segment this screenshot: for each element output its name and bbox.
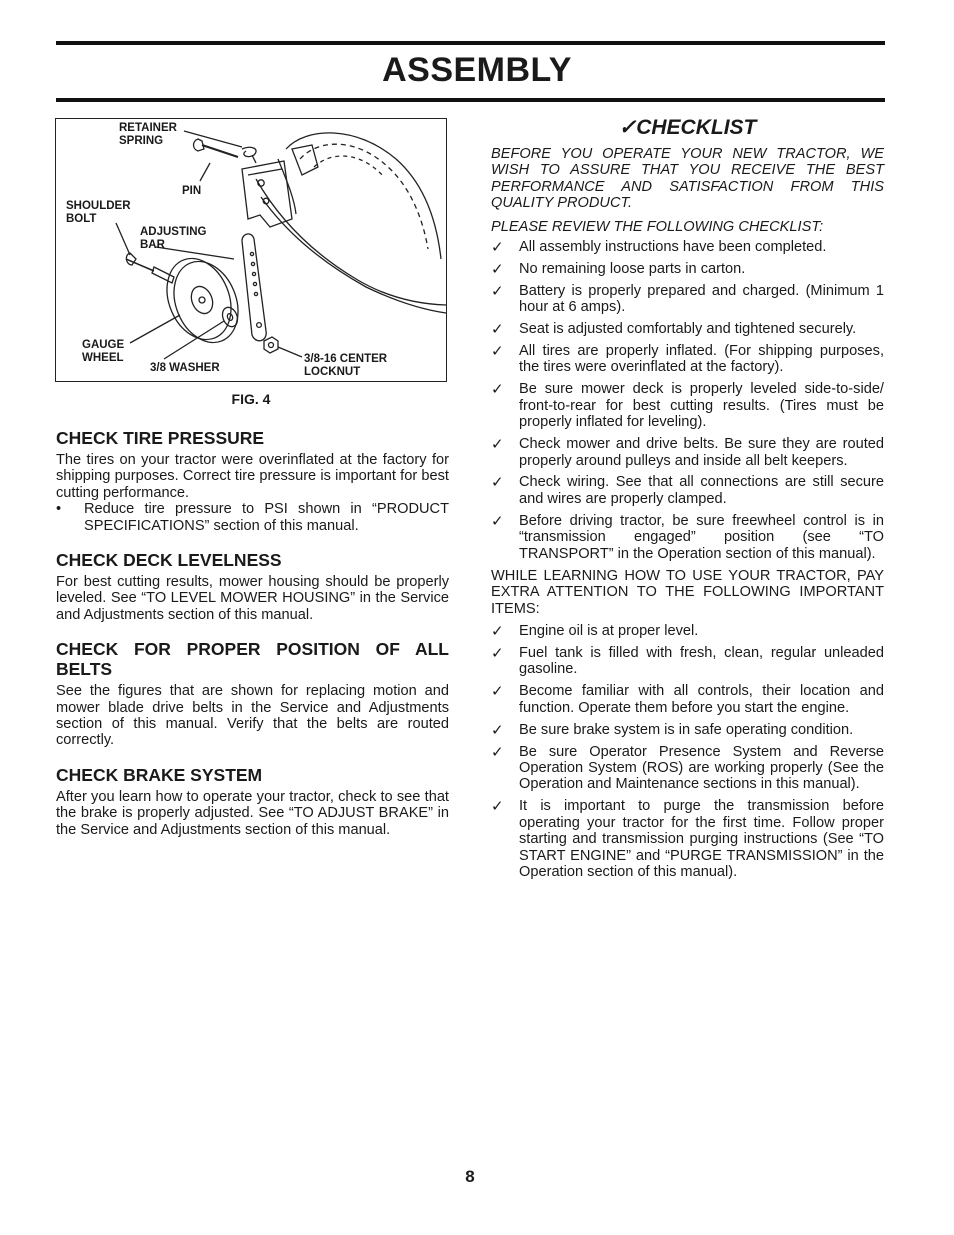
section-body: See the figures that are shown for replacing motion and mower blade drive belts in the Service and Adjustments section of this manual. Verify that the belts are routed correctly. xyxy=(56,683,449,749)
checklist-item xyxy=(491,744,884,793)
checkmark-icon: ✓ xyxy=(491,342,504,361)
checkmark-icon: ✓ xyxy=(491,622,504,641)
figure-4 xyxy=(55,118,447,382)
section-title: CHECK FOR PROPER POSITION OF ALL BELTS xyxy=(56,639,449,680)
checkmark-icon: ✓ xyxy=(491,682,504,701)
checklist-item xyxy=(491,321,884,337)
section-body: After you learn how to operate your tractor, check to see that the brake is properly adjusted. See “TO ADJUST BRAKE” in the Service and Adjustments section of this manual. xyxy=(56,788,449,838)
checklist-item xyxy=(491,798,884,880)
checklist-item-text: Seat is adjusted comfortably and tightened securely. xyxy=(519,321,857,338)
checklist-item-text: Be sure mower deck is properly leveled side-to-side/ front-to-rear for best cutting results. (Tires must be properly inflated for leveling). xyxy=(519,381,884,431)
label-shoulder-bolt: SHOULDER BOLT xyxy=(66,200,131,225)
checklist-item-text: Fuel tank is filled with fresh, clean, regular unleaded gasoline. xyxy=(519,645,884,678)
checklist-review-prompt: PLEASE REVIEW THE FOLLOWING CHECKLIST: xyxy=(491,218,824,235)
checklist-column xyxy=(491,116,884,886)
checklist-item xyxy=(491,381,884,430)
checkmark-icon: ✓ xyxy=(491,380,504,399)
checklist-item xyxy=(491,722,884,738)
checklist-item-text: Be sure brake system is in safe operating condition. xyxy=(519,721,854,738)
label-retainer-spring: RETAINER SPRING xyxy=(119,122,177,147)
section-title: CHECK TIRE PRESSURE xyxy=(56,428,265,448)
checklist-item-text: Check mower and drive belts. Be sure they are routed properly around pulleys and inside all belt keepers. xyxy=(519,436,884,469)
checklist-item-text: It is important to purge the transmission before operating your tractor for the first time. Follow proper starting and transmission purging instructions (See “TO START ENGINE” and “PURGE TRANSMISSION” in the Operation section of this manual). xyxy=(519,798,884,880)
checkmark-icon: ✓ xyxy=(491,644,504,663)
checkmark-icon: ✓ xyxy=(491,511,504,530)
section-check-deck-levelness xyxy=(56,550,449,623)
checklist-item xyxy=(491,513,884,562)
section-title: CHECK DECK LEVELNESS xyxy=(56,550,282,571)
header-bottom-rule xyxy=(56,98,885,102)
checklist-item-text: Check wiring. See that all connections are still secure and wires are properly clamped. xyxy=(519,474,884,507)
checklist-item xyxy=(491,474,884,507)
figure-caption: FIG. 4 xyxy=(231,391,271,407)
checklist-item-text: Engine oil is at proper level. xyxy=(519,623,699,640)
checklist-item-text: Before driving tractor, be sure freewheel control is in “transmission engaged” position (see “TO TRANSPORT” in the Operation section of this manual). xyxy=(519,512,884,562)
checklist-item xyxy=(491,623,884,639)
checkmark-icon: ✓ xyxy=(491,720,504,739)
checklist-item-text: Become familiar with all controls, their location and function. Operate them before you start the engine. xyxy=(519,683,884,716)
section-check-brake-system xyxy=(56,765,449,838)
section-body: The tires on your tractor were overinflated at the factory for shipping purposes. Correct tire pressure is important for best cutting performance. xyxy=(56,452,449,501)
label-gauge-wheel: GAUGE WHEEL xyxy=(82,339,125,364)
header-top-rule xyxy=(56,41,885,45)
label-washer: 3/8 WASHER xyxy=(150,362,220,374)
checklist-item xyxy=(491,239,884,255)
checkmark-icon: ✓ xyxy=(491,259,504,278)
checklist-intro: BEFORE YOU OPERATE YOUR NEW TRACTOR, WE WISH TO ASSURE THAT YOU RECEIVE THE BEST PERFORMANCE AND SATISFACTION FROM THIS QUALITY PRODUCT. xyxy=(491,146,884,212)
checkmark-icon: ✓ xyxy=(491,742,504,761)
checklist-item xyxy=(491,436,884,469)
checklist-item-text: No remaining loose parts in carton. xyxy=(519,260,746,277)
label-pin: PIN xyxy=(182,185,202,197)
checklist-item-text: All tires are properly inflated. (For shipping purposes, the tires were overinflated at the factory). xyxy=(519,343,884,376)
checklist-items xyxy=(491,239,884,562)
page-title: ASSEMBLY xyxy=(382,51,572,89)
checklist-item xyxy=(491,683,884,716)
checklist-title: ✓CHECKLIST xyxy=(618,116,757,139)
left-column xyxy=(56,428,449,854)
bullet-icon: • xyxy=(56,501,62,518)
checklist-item xyxy=(491,283,884,316)
learning-items xyxy=(491,623,884,880)
checklist-item-text: Battery is properly prepared and charged. (Minimum 1 hour at 6 amps). xyxy=(519,282,884,316)
checkmark-icon: ✓ xyxy=(491,797,504,816)
section-title: CHECK BRAKE SYSTEM xyxy=(56,764,263,785)
label-locknut: 3/8-16 CENTER LOCKNUT xyxy=(304,353,388,378)
checklist-item xyxy=(491,343,884,376)
checklist-item xyxy=(491,645,884,678)
section-body: For best cutting results, mower housing should be properly leveled. See “TO LEVEL MOWER HOUSING” in the Service and Adjustments section of this manual. xyxy=(56,574,449,623)
checklist-item-text: Be sure Operator Presence System and Reverse Operation System (ROS) are working properly (See the Operation and Maintenance sections in this manual). xyxy=(519,743,884,793)
page-number: 8 xyxy=(465,1167,475,1186)
checkmark-icon: ✓ xyxy=(491,435,504,454)
label-adjusting-bar: ADJUSTING BAR xyxy=(140,226,207,251)
checkmark-icon: ✓ xyxy=(491,238,504,257)
bullet-text: Reduce tire pressure to PSI shown in “PRODUCT SPECIFICATIONS” section of this manual. xyxy=(84,501,449,534)
section-check-tire-pressure xyxy=(56,428,449,534)
checklist-item xyxy=(491,261,884,277)
checkmark-icon: ✓ xyxy=(491,281,504,300)
learning-intro: WHILE LEARNING HOW TO USE YOUR TRACTOR, PAY EXTRA ATTENTION TO THE FOLLOWING IMPORTANT ITEMS: xyxy=(491,567,884,617)
checkmark-icon: ✓ xyxy=(491,473,504,492)
checklist-item-text: All assembly instructions have been completed. xyxy=(519,239,827,256)
checkmark-icon: ✓ xyxy=(491,320,504,339)
section-check-belts xyxy=(56,639,449,749)
bullet-item xyxy=(56,501,449,534)
